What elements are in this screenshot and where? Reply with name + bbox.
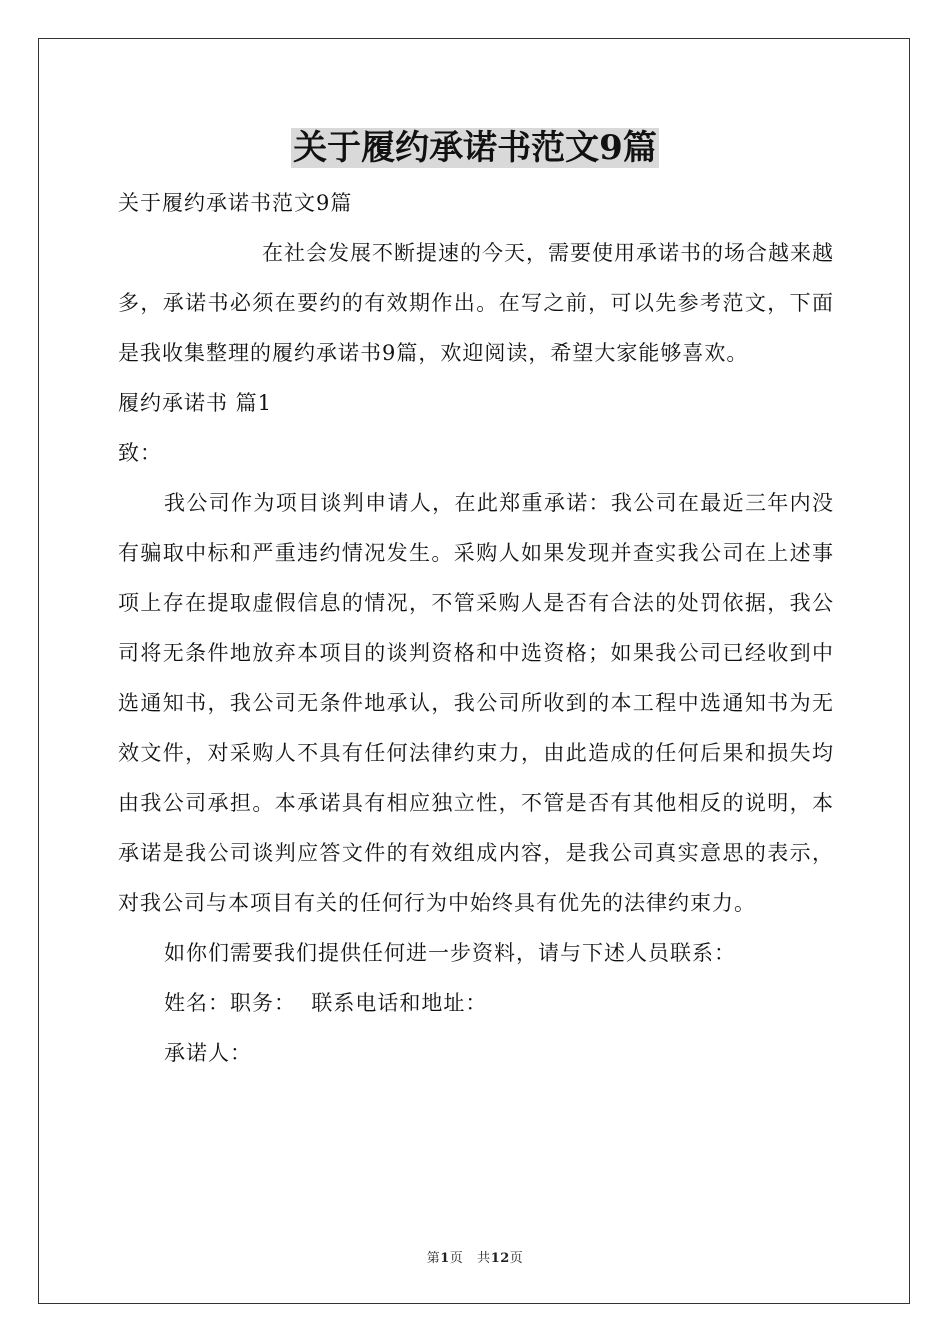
footer-page-suffix: 页 [449,1251,464,1266]
page-footer [0,1247,950,1266]
footer-page-number: 1 [440,1251,450,1266]
footer-total-prefix: 共 [477,1251,491,1266]
contact-line: 如你们需要我们提供任何进一步资料，请与下述人员联系： [164,941,736,965]
body-paragraph: 我公司作为项目谈判申请人，在此郑重承诺：我公司在最近三年内没有骗取中标和严重违约情况发生。采购人如果发现并查实我公司在上述事项上存在提取虚假信息的情况，不管采购人是否有合法的处罚依据，我公司将无条件地放弃本项目的谈判资格和中选资格；如果我公司已经收到中选通知书，我公司无条件地承认，我公司所收到的本工程中选通知书为无效文件，对采购人不具有任何法律约束力，由此造成的任何后果和损失均由我公司承担。本承诺具有相应独立性，不管是否有其他相反的说明，本承诺是我公司谈判应答文件的有效组成内容，是我公司真实意思的表示，对我公司与本项目有关的任何行为中始终具有优先的法律约束力。 [118,491,834,915]
intro-paragraph: 在社会发展不断提速的今天，需要使用承诺书的场合越来越多，承诺书必须在要约的有效期作出。在写之前，可以先参考范文，下面是我收集整理的履约承诺书9篇，欢迎阅读，希望大家能够喜欢。 [118,241,834,365]
footer-prefix: 第 [426,1251,441,1266]
document-subtitle: 关于履约承诺书范文9篇 [118,191,353,215]
salutation: 致： [118,441,162,465]
footer-total-suffix: 页 [509,1251,524,1266]
fields-line: 姓名：职务： 联系电话和地址： [164,991,488,1015]
section-heading: 履约承诺书 篇1 [118,391,273,415]
footer-total-pages: 12 [490,1251,510,1266]
document-title-text: 关于履约承诺书范文9篇 [293,128,657,168]
signature-line: 承诺人： [164,1041,252,1065]
document-title [0,124,950,172]
document-body [118,178,834,1078]
